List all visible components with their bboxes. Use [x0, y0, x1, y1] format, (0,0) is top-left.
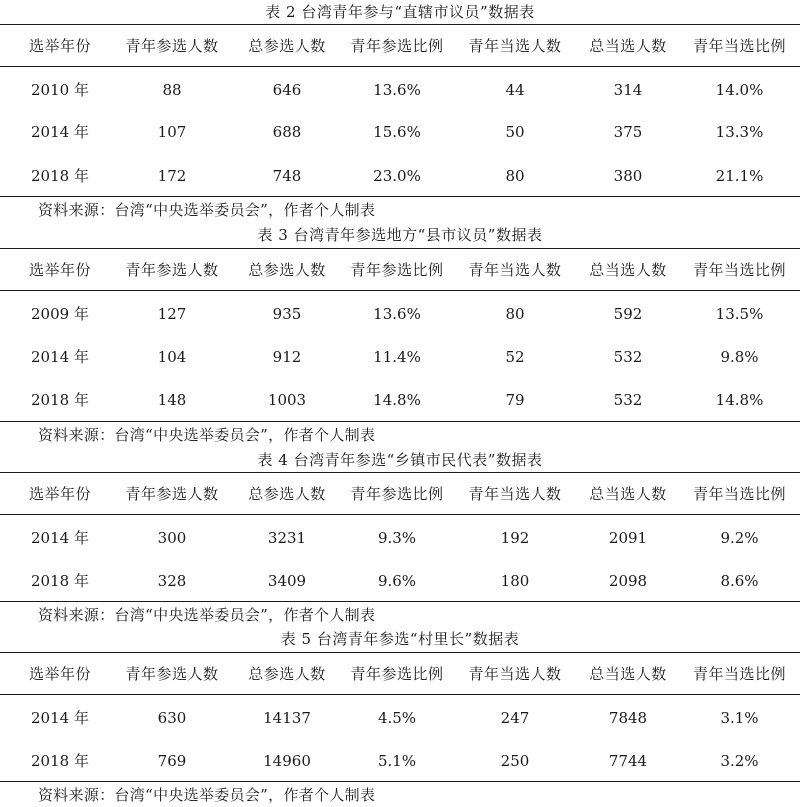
- cell: 3409: [267, 572, 307, 590]
- cell: 912: [272, 348, 302, 366]
- cell: 250: [500, 752, 530, 770]
- header-youth-candidates: 青年参选人数: [125, 485, 219, 503]
- header-youth-elected: 青年当选人数: [468, 665, 562, 683]
- cell: 532: [613, 391, 643, 409]
- header-youth-elected: 青年当选人数: [468, 485, 562, 503]
- cell: 7744: [608, 752, 648, 770]
- table-caption: 表 5 台湾青年参选“村里长”数据表: [280, 630, 520, 648]
- cell: 532: [613, 348, 643, 366]
- bottom-rule: [0, 196, 800, 197]
- table-caption: 表 4 台湾青年参选“乡镇市民代表”数据表: [257, 451, 543, 469]
- table-caption: 表 2 台湾青年参与“直辖市议员”数据表: [265, 3, 535, 21]
- cell: 3.2%: [720, 752, 759, 770]
- cell: 107: [157, 123, 187, 141]
- cell: 7848: [608, 709, 648, 727]
- cell: 14.8%: [715, 391, 764, 409]
- bottom-rule: [0, 601, 800, 602]
- header-total-candidates: 总参选人数: [248, 665, 326, 683]
- header-youth-elected: 青年当选人数: [468, 37, 562, 55]
- header-total-elected: 总当选人数: [589, 261, 667, 279]
- header-row: [0, 482, 800, 506]
- header-youth-candidate-ratio: 青年参选比例: [350, 485, 444, 503]
- source-note: 资料来源：台湾“中央选举委员会”，作者个人制表: [38, 426, 376, 444]
- header-row: [0, 662, 800, 686]
- cell: 14137: [263, 709, 311, 727]
- cell: 15.6%: [373, 123, 421, 141]
- cell: 14.0%: [715, 81, 764, 99]
- cell-year: 2018 年: [31, 391, 89, 409]
- header-youth-candidate-ratio: 青年参选比例: [350, 37, 444, 55]
- cell: 328: [157, 572, 187, 590]
- header-total-candidates: 总参选人数: [248, 485, 326, 503]
- cell: 9.3%: [377, 529, 417, 547]
- header-total-candidates: 总参选人数: [248, 37, 326, 55]
- table-row: [0, 526, 800, 550]
- cell: 104: [157, 348, 187, 366]
- header-youth-candidate-ratio: 青年参选比例: [350, 665, 444, 683]
- header-youth-elected-ratio: 青年当选比例: [692, 665, 786, 683]
- table-row: [0, 749, 800, 773]
- cell-year: 2014 年: [31, 348, 89, 366]
- cell: 11.4%: [373, 348, 421, 366]
- cell: 13.5%: [715, 305, 764, 323]
- cell: 4.5%: [377, 709, 417, 727]
- cell: 148: [157, 391, 187, 409]
- cell: 748: [272, 167, 302, 185]
- cell: 14.8%: [373, 391, 421, 409]
- table-row: [0, 569, 800, 593]
- table-row: [0, 78, 800, 102]
- cell-year: 2018 年: [31, 752, 89, 770]
- top-rule: [0, 24, 800, 25]
- cell: 127: [157, 305, 187, 323]
- header-rule: [0, 66, 800, 67]
- header-youth-elected-ratio: 青年当选比例: [692, 485, 786, 503]
- cell: 172: [157, 167, 187, 185]
- source-note: 资料来源：台湾“中央选举委员会”，作者个人制表: [38, 201, 376, 219]
- header-row: [0, 258, 800, 282]
- top-rule: [0, 652, 800, 653]
- cell-year: 2018 年: [31, 572, 89, 590]
- cell: 44: [505, 81, 525, 99]
- cell: 13.3%: [715, 123, 764, 141]
- cell: 80: [505, 305, 525, 323]
- cell: 79: [505, 391, 525, 409]
- cell: 3.1%: [720, 709, 759, 727]
- cell-year: 2009 年: [31, 305, 89, 323]
- cell: 646: [272, 81, 302, 99]
- cell: 3231: [267, 529, 307, 547]
- cell: 13.6%: [373, 81, 421, 99]
- header-total-elected: 总当选人数: [589, 665, 667, 683]
- table-row: [0, 345, 800, 369]
- cell: 2091: [608, 529, 648, 547]
- header-total-elected: 总当选人数: [589, 485, 667, 503]
- cell: 1003: [267, 391, 307, 409]
- cell: 935: [272, 305, 302, 323]
- source-note: 资料来源：台湾“中央选举委员会”，作者个人制表: [38, 606, 376, 624]
- cell: 314: [613, 81, 643, 99]
- cell-year: 2014 年: [31, 123, 89, 141]
- cell: 592: [613, 305, 643, 323]
- cell: 8.6%: [720, 572, 759, 590]
- cell: 23.0%: [373, 167, 421, 185]
- cell-year: 2010 年: [31, 81, 89, 99]
- table-row: [0, 120, 800, 144]
- top-rule: [0, 472, 800, 473]
- cell: 688: [272, 123, 302, 141]
- cell-year: 2018 年: [31, 167, 89, 185]
- cell: 88: [162, 81, 182, 99]
- header-total-elected: 总当选人数: [589, 37, 667, 55]
- header-youth-candidate-ratio: 青年参选比例: [350, 261, 444, 279]
- header-total-candidates: 总参选人数: [248, 261, 326, 279]
- header-youth-elected-ratio: 青年当选比例: [692, 37, 786, 55]
- cell: 80: [505, 167, 525, 185]
- table-row: [0, 388, 800, 412]
- header-year: 选举年份: [28, 485, 91, 503]
- cell: 769: [157, 752, 187, 770]
- cell: 21.1%: [715, 167, 764, 185]
- cell: 13.6%: [373, 305, 421, 323]
- header-year: 选举年份: [28, 37, 91, 55]
- header-rule: [0, 514, 800, 515]
- bottom-rule: [0, 421, 800, 422]
- header-row: [0, 34, 800, 58]
- header-rule: [0, 694, 800, 695]
- header-youth-candidates: 青年参选人数: [125, 261, 219, 279]
- cell: 180: [500, 572, 530, 590]
- cell: 14960: [263, 752, 311, 770]
- cell-year: 2014 年: [31, 529, 89, 547]
- cell: 9.2%: [720, 529, 759, 547]
- table-caption: 表 3 台湾青年参选地方“县市议员”数据表: [257, 226, 543, 244]
- table-row: [0, 706, 800, 730]
- cell: 630: [157, 709, 187, 727]
- cell: 52: [505, 348, 525, 366]
- cell: 5.1%: [377, 752, 417, 770]
- source-note: 资料来源：台湾“中央选举委员会”，作者个人制表: [38, 786, 376, 804]
- cell: 380: [613, 167, 643, 185]
- cell: 9.6%: [377, 572, 417, 590]
- header-year: 选举年份: [28, 261, 91, 279]
- header-youth-candidates: 青年参选人数: [125, 665, 219, 683]
- header-youth-elected: 青年当选人数: [468, 261, 562, 279]
- cell: 247: [500, 709, 530, 727]
- cell: 192: [500, 529, 530, 547]
- cell: 9.8%: [720, 348, 759, 366]
- cell: 375: [613, 123, 643, 141]
- table-row: [0, 164, 800, 188]
- table-row: [0, 302, 800, 326]
- header-year: 选举年份: [28, 665, 91, 683]
- bottom-rule: [0, 781, 800, 782]
- cell: 2098: [608, 572, 648, 590]
- cell: 300: [157, 529, 187, 547]
- header-youth-elected-ratio: 青年当选比例: [692, 261, 786, 279]
- cell-year: 2014 年: [31, 709, 89, 727]
- header-rule: [0, 290, 800, 291]
- header-youth-candidates: 青年参选人数: [125, 37, 219, 55]
- top-rule: [0, 248, 800, 249]
- cell: 50: [505, 123, 525, 141]
